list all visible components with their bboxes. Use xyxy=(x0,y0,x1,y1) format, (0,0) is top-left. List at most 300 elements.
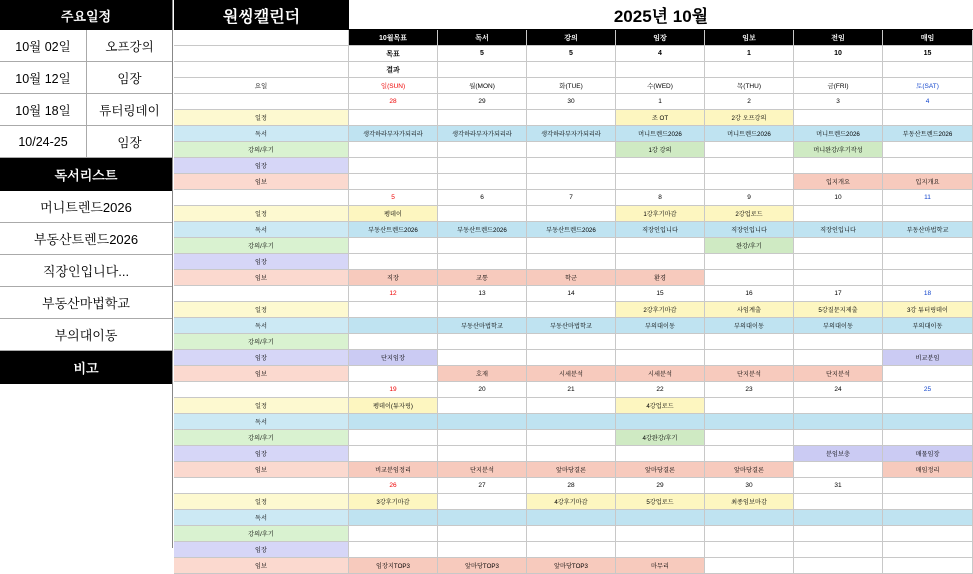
entry-lecture[interactable] xyxy=(705,526,794,542)
grid-row xyxy=(174,366,973,382)
schedule-event: 튜터링데이 xyxy=(99,103,160,118)
entry-imbo[interactable]: 교통 xyxy=(438,270,527,286)
category-label-lecture: 강의/후기 xyxy=(174,142,349,158)
date-cell: 24 xyxy=(794,382,883,398)
date-cell: 26 xyxy=(349,478,438,494)
schedule-date: 10월 12일 xyxy=(0,62,87,93)
entry-schedule[interactable] xyxy=(883,494,973,510)
entry-imjang[interactable] xyxy=(527,254,616,270)
date-cell: 15 xyxy=(616,286,705,302)
grid-row xyxy=(174,206,973,222)
entry-schedule[interactable]: 5강질문지제출 xyxy=(794,302,883,318)
grid-row xyxy=(174,382,973,398)
grid-row xyxy=(174,446,973,462)
entry-imbo[interactable] xyxy=(794,270,883,286)
grid-row xyxy=(174,542,973,558)
entry-reading[interactable]: 부의대이동 xyxy=(794,318,883,334)
date-cell: 27 xyxy=(438,478,527,494)
grid-row xyxy=(174,174,973,190)
entry-reading[interactable]: 직장인입니다 xyxy=(794,222,883,238)
entry-imbo[interactable]: 단지분석 xyxy=(438,462,527,478)
entry-lecture[interactable] xyxy=(616,526,705,542)
category-label-imbo: 임보 xyxy=(174,366,349,382)
goal-header: 임장 xyxy=(616,30,705,46)
entry-schedule[interactable] xyxy=(438,206,527,222)
entry-schedule[interactable]: 사임계출 xyxy=(705,302,794,318)
entry-imjang[interactable] xyxy=(705,254,794,270)
schedule-event: 오프강의 xyxy=(105,39,154,54)
entry-schedule[interactable]: 2강 오프강의 xyxy=(705,110,794,126)
date-cell: 31 xyxy=(794,478,883,494)
entry-schedule[interactable]: 1강후기마감 xyxy=(616,206,705,222)
entry-reading[interactable]: 부동산트렌드2026 xyxy=(527,222,616,238)
entry-imbo[interactable] xyxy=(794,558,883,574)
day-row-label: 요일 xyxy=(174,78,349,94)
grid-row xyxy=(174,94,973,110)
entry-imjang[interactable] xyxy=(438,158,527,174)
reading-list xyxy=(0,191,172,351)
entry-imjang[interactable] xyxy=(527,350,616,366)
entry-imbo[interactable] xyxy=(883,270,973,286)
entry-reading[interactable]: 생각하라부자가되리라 xyxy=(438,126,527,142)
entry-lecture[interactable] xyxy=(438,142,527,158)
entry-schedule[interactable] xyxy=(349,110,438,126)
entry-schedule[interactable] xyxy=(349,302,438,318)
grid-row xyxy=(174,430,973,446)
weekday-header: 일(SUN) xyxy=(349,78,438,94)
entry-lecture[interactable] xyxy=(883,526,973,542)
entry-reading[interactable]: 생각하라부자가되리라 xyxy=(349,126,438,142)
schedule-row xyxy=(0,94,172,126)
brand-title: 원씽캘린더 xyxy=(174,0,349,30)
entry-imbo[interactable]: 학군 xyxy=(527,270,616,286)
date-cell: 16 xyxy=(705,286,794,302)
entry-schedule[interactable]: 4강후기마감 xyxy=(527,494,616,510)
date-cell: 17 xyxy=(794,286,883,302)
date-cell: 12 xyxy=(349,286,438,302)
category-label-imbo: 임보 xyxy=(174,558,349,574)
entry-imbo[interactable]: 앞마당결론 xyxy=(527,462,616,478)
entry-reading[interactable] xyxy=(705,414,794,430)
entry-lecture[interactable] xyxy=(883,334,973,350)
result-value[interactable] xyxy=(527,62,616,78)
entry-schedule[interactable]: 조 OT xyxy=(616,110,705,126)
entry-imjang[interactable] xyxy=(883,542,973,558)
entry-imjang[interactable] xyxy=(705,446,794,462)
entry-lecture[interactable] xyxy=(349,430,438,446)
result-value[interactable] xyxy=(616,62,705,78)
entry-imbo[interactable]: 입지개요 xyxy=(794,174,883,190)
entry-schedule[interactable] xyxy=(438,494,527,510)
blank-cell xyxy=(174,478,349,494)
category-label-imbo: 임보 xyxy=(174,462,349,478)
date-cell: 29 xyxy=(616,478,705,494)
goal-header: 강의 xyxy=(527,30,616,46)
entry-imjang[interactable] xyxy=(616,254,705,270)
entry-imbo[interactable] xyxy=(883,366,973,382)
result-value[interactable] xyxy=(438,62,527,78)
date-cell: 18 xyxy=(883,286,973,302)
entry-imjang[interactable]: 단지임장 xyxy=(349,350,438,366)
schedule-list xyxy=(0,30,172,158)
entry-lecture[interactable] xyxy=(883,142,973,158)
entry-lecture[interactable] xyxy=(527,334,616,350)
entry-reading[interactable]: 머니트렌드2026 xyxy=(794,126,883,142)
entry-schedule[interactable] xyxy=(705,398,794,414)
entry-lecture[interactable] xyxy=(438,430,527,446)
category-label-reading: 독서 xyxy=(174,126,349,142)
entry-imbo[interactable]: 호재 xyxy=(438,366,527,382)
category-label-lecture: 강의/후기 xyxy=(174,238,349,254)
date-cell: 19 xyxy=(349,382,438,398)
schedule-row xyxy=(0,62,172,94)
category-label-imbo: 임보 xyxy=(174,270,349,286)
date-cell: 13 xyxy=(438,286,527,302)
entry-schedule[interactable]: 2강업로드 xyxy=(705,206,794,222)
category-label-schedule: 일정 xyxy=(174,110,349,126)
entry-imbo[interactable] xyxy=(349,174,438,190)
entry-schedule[interactable] xyxy=(438,398,527,414)
blank-cell xyxy=(174,382,349,398)
entry-lecture[interactable] xyxy=(349,334,438,350)
entry-lecture[interactable] xyxy=(527,142,616,158)
result-value[interactable] xyxy=(883,62,973,78)
entry-imbo[interactable] xyxy=(883,558,973,574)
entry-lecture[interactable] xyxy=(705,142,794,158)
entry-reading[interactable] xyxy=(349,414,438,430)
goal-label: 목표 xyxy=(349,46,438,62)
entry-imbo[interactable]: 앞마당TOP3 xyxy=(527,558,616,574)
date-cell: 23 xyxy=(705,382,794,398)
grid-row xyxy=(174,158,973,174)
goal-value: 4 xyxy=(616,46,705,62)
entry-imbo[interactable]: 시세분석 xyxy=(527,366,616,382)
entry-imbo[interactable]: 비교분임정리 xyxy=(349,462,438,478)
grid-row xyxy=(174,478,973,494)
category-label-lecture: 강의/후기 xyxy=(174,430,349,446)
grid-row xyxy=(174,510,973,526)
entry-schedule[interactable] xyxy=(527,206,616,222)
date-cell: 10 xyxy=(794,190,883,206)
entry-reading[interactable]: 부의대이동 xyxy=(705,318,794,334)
entry-lecture[interactable] xyxy=(527,430,616,446)
entry-imbo[interactable] xyxy=(349,366,438,382)
entry-imjang[interactable] xyxy=(794,158,883,174)
date-cell: 28 xyxy=(349,94,438,110)
entry-imjang[interactable]: 분임보충 xyxy=(794,446,883,462)
entry-reading[interactable]: 부동산마법학교 xyxy=(438,318,527,334)
entry-imbo[interactable] xyxy=(794,462,883,478)
entry-reading[interactable]: 부동산마법학교 xyxy=(527,318,616,334)
entry-lecture[interactable] xyxy=(349,142,438,158)
entry-imjang[interactable] xyxy=(349,254,438,270)
entry-imjang[interactable] xyxy=(527,542,616,558)
blank-cell xyxy=(174,94,349,110)
entry-imjang[interactable] xyxy=(438,350,527,366)
blank-cell xyxy=(174,46,349,62)
category-label-imjang: 임장 xyxy=(174,158,349,174)
weekday-header: 수(WED) xyxy=(616,78,705,94)
category-label-imbo: 임보 xyxy=(174,174,349,190)
blank-cell xyxy=(174,62,349,78)
entry-reading[interactable]: 부동산트렌드2026 xyxy=(349,222,438,238)
grid-row xyxy=(174,30,973,46)
entry-schedule[interactable]: 3강후기마감 xyxy=(349,494,438,510)
weekday-header: 토(SAT) xyxy=(883,78,973,94)
entry-imbo[interactable]: 앞마당TOP3 xyxy=(438,558,527,574)
entry-reading[interactable] xyxy=(616,510,705,526)
date-cell: 8 xyxy=(616,190,705,206)
entry-lecture[interactable] xyxy=(349,526,438,542)
entry-imjang[interactable] xyxy=(438,446,527,462)
entry-imjang[interactable]: 비교분임 xyxy=(883,350,973,366)
month-title: 2025년 10월 xyxy=(349,0,973,30)
entry-lecture[interactable]: 1강 강의 xyxy=(616,142,705,158)
entry-schedule[interactable]: 펭데이(튜자링) xyxy=(349,398,438,414)
entry-schedule[interactable] xyxy=(794,110,883,126)
grid-row xyxy=(174,142,973,158)
date-cell: 6 xyxy=(438,190,527,206)
entry-lecture[interactable] xyxy=(616,238,705,254)
entry-schedule[interactable]: 최종임보마감 xyxy=(705,494,794,510)
entry-reading[interactable]: 직장인입니다 xyxy=(616,222,705,238)
entry-schedule[interactable] xyxy=(794,494,883,510)
entry-reading[interactable] xyxy=(794,414,883,430)
category-label-schedule: 일정 xyxy=(174,494,349,510)
entry-imjang[interactable] xyxy=(438,254,527,270)
entry-schedule[interactable] xyxy=(794,206,883,222)
entry-lecture[interactable] xyxy=(883,238,973,254)
category-label-imjang: 임장 xyxy=(174,542,349,558)
entry-lecture[interactable]: 머니완강/후기작성 xyxy=(794,142,883,158)
date-cell: 7 xyxy=(527,190,616,206)
entry-imjang[interactable] xyxy=(794,350,883,366)
category-label-imjang: 임장 xyxy=(174,254,349,270)
blank-cell xyxy=(174,190,349,206)
entry-imjang[interactable] xyxy=(616,350,705,366)
entry-lecture[interactable]: 완강/후기 xyxy=(705,238,794,254)
schedule-event: 임장 xyxy=(117,135,142,150)
entry-imjang[interactable] xyxy=(527,446,616,462)
weekday-header: 화(TUE) xyxy=(527,78,616,94)
entry-imbo[interactable]: 매임정리 xyxy=(883,462,973,478)
category-label-reading: 독서 xyxy=(174,318,349,334)
grid-row xyxy=(174,270,973,286)
entry-reading[interactable] xyxy=(883,510,973,526)
grid-row xyxy=(174,334,973,350)
entry-imbo[interactable]: 직장 xyxy=(349,270,438,286)
grid-row xyxy=(174,46,973,62)
entry-reading[interactable]: 부의대이동 xyxy=(616,318,705,334)
entry-imjang[interactable] xyxy=(349,446,438,462)
entry-reading[interactable] xyxy=(705,510,794,526)
goal-value: 5 xyxy=(438,46,527,62)
entry-reading[interactable] xyxy=(527,414,616,430)
grid-row xyxy=(174,318,973,334)
schedule-row xyxy=(0,126,172,158)
entry-schedule[interactable] xyxy=(794,398,883,414)
blank-cell xyxy=(174,286,349,302)
result-value[interactable] xyxy=(794,62,883,78)
date-cell xyxy=(883,478,973,494)
entry-lecture[interactable] xyxy=(616,334,705,350)
entry-lecture[interactable]: 4강완강/후기 xyxy=(616,430,705,446)
schedule-header: 주요일정 xyxy=(0,0,172,30)
date-cell: 21 xyxy=(527,382,616,398)
entry-schedule[interactable] xyxy=(883,206,973,222)
weekday-header: 월(MON) xyxy=(438,78,527,94)
entry-imjang[interactable] xyxy=(705,158,794,174)
goal-header: 독서 xyxy=(438,30,527,46)
result-label: 결과 xyxy=(349,62,438,78)
entry-imbo[interactable]: 단지분석 xyxy=(705,366,794,382)
weekday-header: 목(THU) xyxy=(705,78,794,94)
date-cell: 25 xyxy=(883,382,973,398)
entry-schedule[interactable]: 5강업로드 xyxy=(616,494,705,510)
schedule-date: 10/24-25 xyxy=(0,126,87,157)
entry-schedule[interactable] xyxy=(883,398,973,414)
entry-imbo[interactable]: 마무리 xyxy=(616,558,705,574)
grid-row xyxy=(174,190,973,206)
entry-reading[interactable] xyxy=(616,414,705,430)
entry-lecture[interactable] xyxy=(794,238,883,254)
category-label-reading: 독서 xyxy=(174,414,349,430)
entry-imjang[interactable] xyxy=(349,158,438,174)
category-label-lecture: 강의/후기 xyxy=(174,334,349,350)
book-item: 직장인입니다... xyxy=(0,255,172,287)
entry-imjang[interactable] xyxy=(705,350,794,366)
weekday-header: 금(FRI) xyxy=(794,78,883,94)
entry-imbo[interactable]: 시세분석 xyxy=(616,366,705,382)
book-item: 부동산트렌드2026 xyxy=(0,223,172,255)
entry-lecture[interactable] xyxy=(794,430,883,446)
entry-imjang[interactable] xyxy=(883,254,973,270)
entry-schedule[interactable] xyxy=(527,302,616,318)
entry-imjang[interactable] xyxy=(883,158,973,174)
schedule-date: 10월 18일 xyxy=(0,94,87,125)
date-cell: 1 xyxy=(616,94,705,110)
entry-reading[interactable]: 부동산트렌드2026 xyxy=(438,222,527,238)
entry-imbo[interactable] xyxy=(705,174,794,190)
entry-lecture[interactable] xyxy=(794,334,883,350)
entry-imjang[interactable] xyxy=(616,158,705,174)
entry-lecture[interactable] xyxy=(705,430,794,446)
grid-row xyxy=(174,526,973,542)
entry-imbo[interactable]: 앞마당결론 xyxy=(705,462,794,478)
entry-lecture[interactable] xyxy=(438,526,527,542)
entry-imjang[interactable] xyxy=(349,542,438,558)
entry-imbo[interactable]: 앞마당결론 xyxy=(616,462,705,478)
goal-value: 15 xyxy=(883,46,973,62)
entry-imjang[interactable] xyxy=(616,542,705,558)
entry-imbo[interactable]: 입지개요 xyxy=(883,174,973,190)
entry-reading[interactable]: 부동산마법학교 xyxy=(883,222,973,238)
grid-row xyxy=(174,254,973,270)
goal-value: 5 xyxy=(527,46,616,62)
entry-imjang[interactable] xyxy=(438,542,527,558)
entry-reading[interactable] xyxy=(527,510,616,526)
goal-header: 매임 xyxy=(883,30,973,46)
result-value[interactable] xyxy=(705,62,794,78)
grid-row xyxy=(174,222,973,238)
entry-schedule[interactable]: 4강업로드 xyxy=(616,398,705,414)
category-label-schedule: 일정 xyxy=(174,206,349,222)
entry-imbo[interactable]: 임장지TOP3 xyxy=(349,558,438,574)
entry-imjang[interactable] xyxy=(527,158,616,174)
entry-reading[interactable] xyxy=(794,510,883,526)
grid-row xyxy=(174,110,973,126)
entry-schedule[interactable]: 펭데이 xyxy=(349,206,438,222)
entry-reading[interactable] xyxy=(349,318,438,334)
entry-schedule[interactable] xyxy=(527,398,616,414)
grid-row xyxy=(174,494,973,510)
entry-imjang[interactable] xyxy=(705,542,794,558)
entry-schedule[interactable] xyxy=(438,302,527,318)
entry-schedule[interactable]: 3강 튜터링데이 xyxy=(883,302,973,318)
date-cell: 9 xyxy=(705,190,794,206)
entry-lecture[interactable] xyxy=(527,238,616,254)
entry-reading[interactable]: 머니트렌드2026 xyxy=(616,126,705,142)
entry-reading[interactable]: 부의대이동 xyxy=(883,318,973,334)
entry-lecture[interactable] xyxy=(883,430,973,446)
entry-imbo[interactable] xyxy=(527,174,616,190)
schedule-event: 임장 xyxy=(117,71,142,86)
entry-reading[interactable] xyxy=(349,510,438,526)
date-cell: 20 xyxy=(438,382,527,398)
left-panel xyxy=(0,0,173,548)
entry-schedule[interactable] xyxy=(883,110,973,126)
entry-imbo[interactable] xyxy=(705,558,794,574)
entry-schedule[interactable]: 2강후기마감 xyxy=(616,302,705,318)
entry-lecture[interactable] xyxy=(705,334,794,350)
entry-schedule[interactable] xyxy=(527,110,616,126)
entry-reading[interactable] xyxy=(883,414,973,430)
reading-list-header: 독서리스트 xyxy=(0,158,172,191)
date-cell: 2 xyxy=(705,94,794,110)
entry-imjang[interactable] xyxy=(794,254,883,270)
entry-imbo[interactable] xyxy=(438,174,527,190)
entry-lecture[interactable] xyxy=(527,526,616,542)
entry-imbo[interactable] xyxy=(616,174,705,190)
entry-reading[interactable] xyxy=(438,510,527,526)
date-cell: 4 xyxy=(883,94,973,110)
entry-lecture[interactable] xyxy=(794,526,883,542)
entry-imjang[interactable] xyxy=(794,542,883,558)
date-cell: 5 xyxy=(349,190,438,206)
entry-lecture[interactable] xyxy=(438,334,527,350)
entry-imjang[interactable]: 매물임장 xyxy=(883,446,973,462)
date-cell: 3 xyxy=(794,94,883,110)
date-cell: 29 xyxy=(438,94,527,110)
entry-imbo[interactable] xyxy=(705,270,794,286)
date-cell: 30 xyxy=(527,94,616,110)
entry-imjang[interactable] xyxy=(616,446,705,462)
entry-reading[interactable]: 부동산트렌드2026 xyxy=(883,126,973,142)
entry-reading[interactable]: 직장인입니다 xyxy=(705,222,794,238)
entry-schedule[interactable] xyxy=(438,110,527,126)
entry-imbo[interactable]: 환경 xyxy=(616,270,705,286)
entry-lecture[interactable] xyxy=(438,238,527,254)
entry-reading[interactable] xyxy=(438,414,527,430)
category-label-imjang: 임장 xyxy=(174,446,349,462)
entry-reading[interactable]: 생각하라부자가되리라 xyxy=(527,126,616,142)
entry-imbo[interactable]: 단지분석 xyxy=(794,366,883,382)
entry-reading[interactable]: 머니트렌드2026 xyxy=(705,126,794,142)
date-cell: 30 xyxy=(705,478,794,494)
grid-row xyxy=(174,414,973,430)
grid-row xyxy=(174,558,973,574)
entry-lecture[interactable] xyxy=(349,238,438,254)
